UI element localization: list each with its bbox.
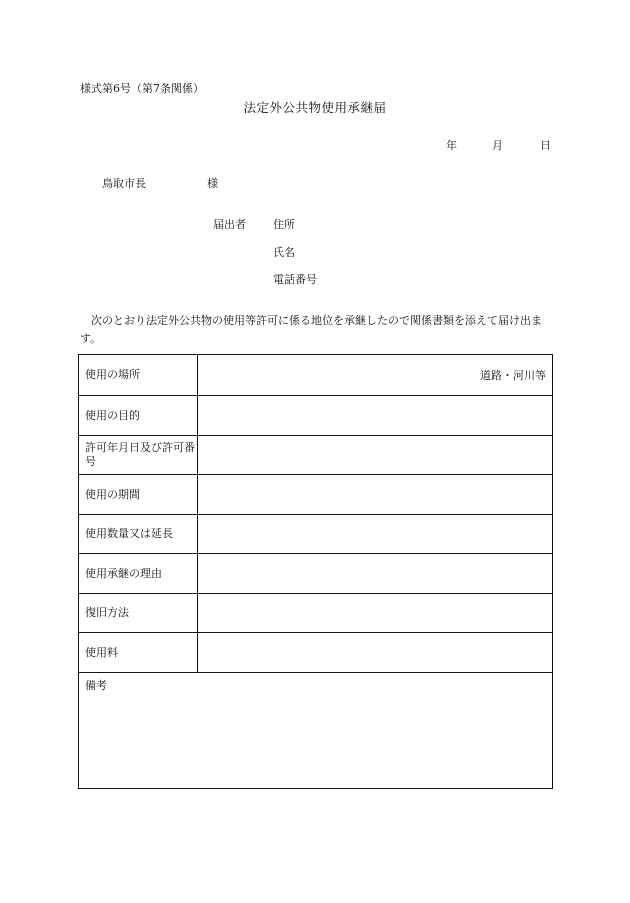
row-value-cell[interactable] [197,475,552,514]
row-value-cell[interactable] [197,633,552,672]
row-label: 使用の場所 [85,368,140,381]
row-label: 復旧方法 [85,606,129,619]
addressee-name: 鳥取市長 [102,177,146,190]
table-row-period [79,475,552,515]
row-value-cell[interactable] [197,554,552,593]
applicant-address-label: 住所 [273,218,295,231]
form-number: 様式第6号（第7条関係） [80,82,204,95]
notification-statement: 次のとおり法定外公共物の使用等許可に係る地位を承継したので関係書類を添えて届け出ます。 [80,314,542,345]
row-label: 許可年月日及び許可番号 [85,441,195,468]
applicant-label: 届出者 [213,218,246,231]
table-row-purpose [79,396,552,436]
document-title: 法定外公共物使用承継届 [243,100,387,115]
date-day-label: 日 [540,139,551,152]
row-value-cell[interactable] [197,436,552,474]
row-value-cell[interactable] [197,515,552,553]
row-value-cell[interactable] [197,396,552,435]
remarks-section[interactable] [79,673,552,787]
table-row-fee [79,633,552,673]
addressee-honorific: 様 [207,177,218,190]
table-row-permit [79,436,552,475]
row-label: 使用承継の理由 [85,566,162,580]
table-row-quantity [79,515,552,554]
row-value-cell[interactable] [197,355,552,395]
row-value-cell[interactable] [197,594,552,632]
date-month-label: 月 [492,139,503,152]
remarks-label: 備考 [85,679,107,692]
table-row-reason [79,554,552,594]
row-label: 使用の目的 [85,408,140,422]
table-row-location [79,355,552,396]
location-type-text: 道路・河川等 [480,369,546,382]
row-label: 使用数量又は延長 [85,527,173,540]
applicant-name-label: 氏名 [273,246,295,259]
table-row-restoration [79,594,552,633]
row-label: 使用料 [85,645,118,659]
date-year-label: 年 [446,139,457,152]
usage-succession-table [78,354,553,789]
applicant-phone-label: 電話番号 [273,273,317,286]
row-label: 使用の期間 [85,487,140,501]
